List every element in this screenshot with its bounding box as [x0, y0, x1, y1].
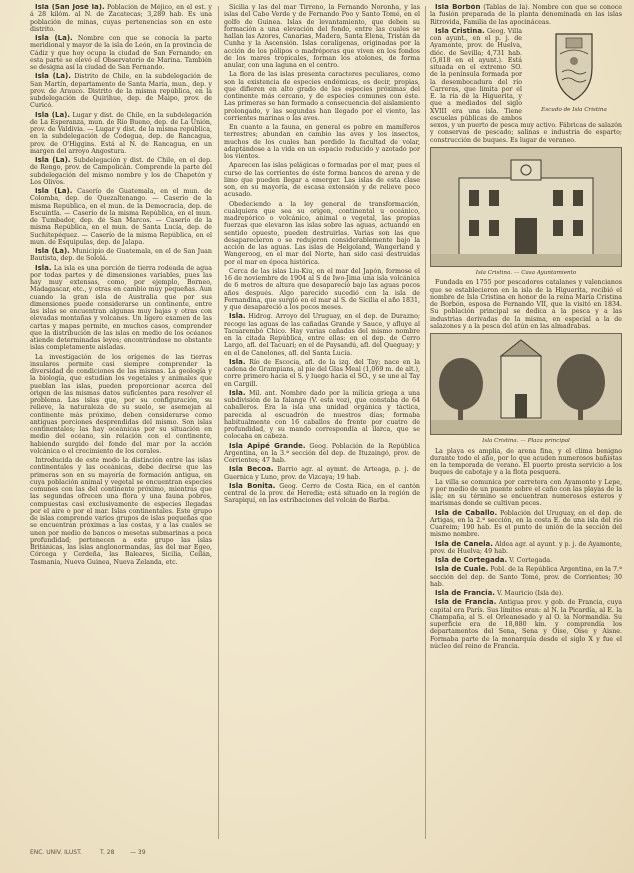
- dictionary-entry: [224, 359, 420, 388]
- dictionary-entry: [30, 35, 212, 71]
- entry-text: Distrito de Chile, en la subdelegación de San Martín, departamento de Santa María, mun., dep. y prov. de Arauco. Distrito de la misma república, en la subdelegación de Quirihue, dep. de Maipo, prov. de Curicó.: [30, 73, 212, 110]
- entry-text: Hidrog. Arroyo del Uruguay, en el dep. de Durazno; recoge las aguas de las cañadas Grande y Sauce, y afluye al Tacuarembó Chico. Hay varias cañadas del mismo nombre en la citada República, entre ellas: en el dep. de Cerro Largo, afl. del Tacuarí; en el de Paysandú, afl. del Queguay; y en el de Canelones, afl. del Santa Lucía.: [224, 313, 420, 357]
- entry-text: Municipio de Guatemala, en el de San Juan Bautista, dep. de Sololá.: [30, 248, 212, 263]
- entry-headword: Isla de Caballo.: [435, 508, 498, 517]
- entry-text: Antigua prov. y gob. de Francia, cuya capital era París. Sus límites eran: al N. la Picardía, al E. la Champaña, al S. el Orleanesado y al O. la Normandía. Su superficie era de 18,880 km. y comprendía los departamentos del Sena, Sena y Oise, Oise y Aisne. Formaba parte de la monarquía desde el siglo X y fue el núcleo del reino de Francia.: [430, 599, 622, 650]
- entry-headword: Isla Cristina.: [435, 26, 485, 35]
- dictionary-entry: [30, 248, 212, 263]
- entry-headword: Isla (San José la).: [35, 4, 105, 11]
- column-middle: [224, 4, 420, 842]
- dictionary-entry: [30, 4, 212, 33]
- dictionary-entry: [430, 566, 622, 588]
- entry-text: (Tablas de la). Nombre con que se conoce la fusión preparada de la planta denominada en las islas Ritrovida, Familia de las apocináceas.: [430, 4, 622, 26]
- entry-text: V. Mauricio (Isla de).: [496, 590, 564, 597]
- entry-text: Lugar y dist. de Chile, en la subdelegación de La Esperanza, mun. de Río Bueno, dep. de La Unión, prov. de Valdivia. — Lugar y dist. de la misma república, en la subdelegación de Codegua, dep. de Rancagua, prov. de O'Higgins. Está al N. de Rancagua, en un margen del arroyo Angostura.: [30, 111, 212, 155]
- entry-text: Población de Méjico, en el est. y á 28 kilóm. al N. de Zacatecas; 3,289 hab. Es una población de minas, cuyas pertenencias son en este distrito.: [30, 4, 212, 33]
- dictionary-entry: [30, 265, 212, 352]
- entry-text: Población del Uruguay, en el dep. de Artigas, en la 2.ª sección, en la costa E. de una isla del río Cuareim; 190 hab. Es el punto de unión de la sección del mismo nombre.: [430, 509, 622, 539]
- dictionary-entry: [30, 73, 212, 109]
- entry-headword: Isla (La).: [35, 187, 73, 195]
- entry-text: La villa se comunica por carretera con Ayamonte y Lepe, y por medio de un puente sobre el caño con las playas de la isla; en su término se encuentran numerosos esteros y marismas donde se cultivan peces.: [430, 478, 622, 508]
- dictionary-entry: [224, 443, 420, 465]
- entry-text: Río de Escocia, afl. de la izq. del Tay; nace en la cadena de Grampians, al pie del Glas Meal (1,069 m. de alt.), corre primero hacia el S. y luego hacia el SO., y se une al Tay en Cargill.: [224, 358, 420, 388]
- dictionary-entry: [224, 201, 420, 266]
- entry-text: Geog. Cerro de Costa Rica, en el cantón central de la prov. de Heredia; está situado en la región de Sarapiquí, en las estribaciones del volcán de Barba.: [224, 482, 420, 505]
- entry-text: Aldea agr. al ayunt. y p. j. de Ayamonte, prov. de Huelva; 49 hab.: [430, 540, 622, 555]
- footer-publication: ENC. UNIV. ILUST.: [30, 849, 82, 856]
- entry-text: En cuanto a la fauna, en general es pobre en mamíferos terrestres; abundan en cambio las aves y los insectos, muchos de los cuales han perdido la facultad de volar, adaptándose a la vida en un espacio reducido y azotado por los vientos.: [224, 124, 420, 160]
- entry-headword: Isla Borbón: [435, 4, 481, 11]
- dictionary-entry: [224, 268, 420, 312]
- entry-text: Subdelegación y dist. de Chile, en el dep. de Rengo, prov. de Campolicán. Comprende la parte del subdelegación del mismo nombre y los de Chapetón y Los Olivos.: [30, 157, 212, 186]
- dictionary-entry: [224, 390, 420, 441]
- entry-text: Nombre con que se conocía la parte meridional y mayor de la isla de León, en la provincia de Cádiz y que hoy ocupa la ciudad de San Fernando; en esta parte se elevó el Observatorio de Marina. También se designa así la ciudad de San Fernando.: [30, 35, 212, 71]
- entry-headword: Isla (La).: [35, 156, 71, 164]
- column-divider: [425, 6, 426, 839]
- entry-text: Fundada en 1755 por pescadores catalanes y valencianos que se establecieron en la isla de la Higuerita, recibió el nombre de Isla Cristina en honor de la reina María Cristina de Borbón, esposa de Fernando VII, que la visitó en 1834. Su población principal se dedica a la pesca y a las industrias derivadas de la misma, en especial a la de salazones y a la pesca del atún en las almadrabas.: [430, 279, 622, 330]
- dictionary-entry: [224, 483, 420, 505]
- entry-headword: Isla.: [229, 388, 246, 397]
- town-hall-engraving: [430, 147, 622, 267]
- entry-text: La flora de las islas presenta caracteres peculiares, como son la existencia de especies endémicas, es decir, propias, que difieren en alto grado de las especies próximas del continente más cercano, y de especies comunes con éste. Las primeras se han formado a consecuencia del aislamiento prolongado, y las segundas han llegado por el viento, las corrientes marinas o las aves.: [224, 71, 420, 122]
- entry-headword: Isla de Canela.: [435, 539, 493, 548]
- entry-headword: Isla.: [229, 357, 246, 366]
- column-right: [430, 4, 622, 842]
- main-square-image: [431, 334, 621, 434]
- entry-text: Pobl. de la República Argentina, en la 7.ª sección del dep. de Santo Tomé, prov. de Corrientes; 30 hab.: [430, 566, 622, 588]
- dictionary-entry: [30, 188, 212, 246]
- dictionary-entry: [430, 4, 622, 26]
- entry-headword: Isla (La).: [35, 247, 70, 255]
- footer-volume: T. 28: [100, 849, 115, 856]
- town-hall-image: [431, 148, 621, 266]
- dictionary-entry: [430, 557, 622, 564]
- dictionary-entry: [224, 313, 420, 357]
- entry-text: Mil. ant. Nombre dado por la milicia griega a una subdivisión de la falange (V. esta voz), que constaba de 64 caballeros. Era la isla una unidad orgánica y táctica, parecida al escuadrón de nuestros días; formaba habitualmente con 16 caballos de frente por cuatro de profundidad, y su mando correspondía al ilarca, que se colocaba en cabeza.: [224, 389, 420, 441]
- entry-headword: Isla.: [35, 263, 52, 272]
- entry-text: V. Cortegada.: [509, 557, 553, 564]
- page-footer: [30, 849, 620, 859]
- dictionary-entry: [430, 279, 622, 330]
- entry-text: Obedeciendo a la ley general de transformación, cualquiera que sea su origen, continental u oceánico, madrepórico o volcánico, animal o vegetal, las propias fuerzas que elevaron las islas sobre las aguas, actuando en sentido opuesto, pueden destruirlas. Varias son las que desaparecieron o se redujeron considerablemente bajo la acción de las aguas. Las islas de Helgoland, Wangerland y Wangeroog, en el mar del Norte, han sido casi destruidas por el mar en época histórica.: [224, 200, 420, 266]
- dictionary-entry: [430, 599, 622, 650]
- footer-signature: — 39: [130, 849, 146, 856]
- dictionary-entry: [430, 541, 622, 556]
- coat-of-arms-figure: [526, 28, 622, 114]
- main-square-engraving: [430, 333, 622, 435]
- entry-headword: Isla de Francia.: [435, 589, 495, 597]
- entry-text: Caserío de Guatemala, en el mun. de Colomba, dep. de Quezaltenango. — Caserío de la misma República, en el mun. de la Democracia, dep. de Escuintla. — Caserío de la misma República, en el mun. de Tumbador, dep. de San Marcos. — Caserío de la misma República, en el mun. de Santa Lucía, dep. de Suchitepéquez. — Caserío de la misma República, en el mun. de Esquipulas, dep. de Jalapa.: [30, 188, 212, 246]
- column-divider: [218, 6, 219, 839]
- dictionary-entry: [30, 457, 212, 566]
- entry-text: Cerca de las islas Liu-Kiu, en el mar del Japón, formose el 16 de noviembre de 1904 al S de Iwo-Jima una isla volcánica de 6 metros de altura que desapareció bajo las aguas pocos años después. Algo parecido sucedió con la isla de Fernandina, que surgió en el mar al S. de Sicilia el año 1831, y que desapareció a los pocos meses.: [224, 267, 420, 311]
- entry-text: Introducida de este modo la distinción entre las islas continentales y las oceánicas, debe decirse que las primeras son en su mayoría de formación antigua, en cuya población animal y vegetal se encuentran especies comunes con las del continente próximo, mientras que las segundas ofrecen una flora y una fauna pobres, compuestas casi exclusivamente de especies llegadas por el aire o por el mar. Islas continentales. Este grupo de islas comprende varios grupos de islas pequeñas que se encuentran próximas a las costas, y a las cuales se unen por medio de bancos o mesetas submarinas a poca profundidad; pertenecen a este grupo las islas Británicas, las islas anglonormandas, las del mar Egeo, Córcega y Cerdeña, las Baleares, Sicilia, Ceilán, Tasmania, Nueva Guinea, Nueva Zelanda, etc.: [30, 457, 212, 566]
- entry-text: Aparecen las islas pelágicas o formadas por el mar, pues el curso de las corrientes de éste forma bancos de arena y de limo que pueden llegar a emerger. Las islas de esta clase son, en su mayoría, de escasa extensión y de relieve poco acusado.: [224, 162, 420, 199]
- dictionary-entry: [224, 162, 420, 198]
- dictionary-entry: [430, 479, 622, 508]
- entry-text: La playa es amplia, de arena fina, y el clima benigno durante todo el año, por lo que acuden numerosos bañistas en la temporada de verano. El puerto presta servicio a los buques de cabotaje y a la flota pesquera.: [430, 447, 622, 477]
- dictionary-entry: [30, 112, 212, 156]
- entry-text: La isla es una porción de tierra rodeada de agua por todas partes y de dimensiones variables, pues las hay muy extensas, como, por ejemplo, Borneo, Madagascar, etc., y otras en cambio muy pequeñas. Aun cuando la gran isla de Australia que por sus dimensiones puede considerarse un continente, entre las islas se encuentran algunas muy bajas y otras con elevadas montañas y volcanes. Un ligero examen de las cartas y mapas permite, en muchos casos, comprender que la distribución de las islas en medio de los océanos atiende determinadas leyes; encontrándose no obstante islas completamente aisladas.: [30, 264, 212, 352]
- column-left: [30, 4, 212, 842]
- entry-headword: Isla Bonita.: [229, 481, 276, 490]
- entry-headword: Isla (La).: [35, 110, 71, 119]
- dictionary-entry: [30, 354, 212, 456]
- entry-text: Geog. Villa con ayunt., en el p. j. de Ayamonte, prov. de Huelva, dióc. de Sevilla; 4,731 hab. (5,818 en el ayunt.). Está situada en el extremo SO. de la península formada por la desembocadura del río Carreras, que limita por el E. la ría de la Higuerita, y que a mediados del siglo XVIII era una isla. Tiene escuelas públicas de ambos sexos, y un puerto de pesca muy activo. Fábricas de salazón y conservas de pescado; salinas e industria de esparto; construcción de buques. Es lugar de veraneo.: [430, 27, 622, 144]
- dictionary-entry: [224, 71, 420, 122]
- coat-of-arms-icon: [526, 28, 622, 104]
- entry-text: Barrio agr. al aymnt. de Arteaga, p. j. de Guernica y Luno, prov. de Vizcaya; 19 hab.: [224, 466, 420, 481]
- entry-text: Sicilia y las del mar Tirreno, la Fernando Noronha, y las islas del Cabo Verde y de Fernando Poo y Santo Tomé, en el golfo de Guinea. Islas de levantamiento, que deben su formación a una elevación del fondo, entre las cuales se hallan las Azores, Canarias, Madera, Santa Elena, Tristán da Cunha y la Ascensión. Islas coralígenas, originadas por la acción de los pólipos o madréporas que viven en los fondos de los mares tropicales, forman los atolones, de forma anular, con una laguna en el centro.: [224, 4, 420, 69]
- entry-headword: Isla (La).: [35, 72, 71, 81]
- entry-headword: Isla (La).: [35, 34, 73, 42]
- dictionary-entry: [430, 510, 622, 539]
- entry-headword: Isla de Cortegada.: [435, 556, 508, 564]
- entry-text: La investigación de los orígenes de las tierras insulares permite casi siempre comprender la diversidad de condiciones de las mismas. La geología y la biología, que estudian los vegetales y animales que pueblan las islas, pueden proporcionar acerca del origen de las mismas datos suficientes para resolver el problema. Las islas que, por su configuración, su relieve, la naturaleza de su suelo, se asemejan al continente más próximo, deben considerarse como antiguas porciones desprendidas del mismo. Son islas continentales; las hay oceánicas por su situación en medio del océano, sin relación con el continente, habiendo surgido del fondo del mar por la acción volcánica o el crecimiento de los corales.: [30, 353, 212, 455]
- dictionary-entry: [30, 157, 212, 186]
- entry-headword: Isla Apipé Grande.: [229, 441, 306, 450]
- figure-caption: Escudo de Isla Cristina: [541, 107, 607, 113]
- dictionary-entry: [224, 124, 420, 160]
- entry-headword: Isla.: [229, 312, 246, 321]
- entry-text: Geog. Población de la República Argentina, en la 3.ª sección del dep. de Ituzaingó, prov. de Corrientes; 47 hab.: [224, 442, 420, 464]
- figure-caption: Isla Cristina. — Plaza principal: [482, 438, 570, 444]
- entry-headword: Isla de Cuale.: [435, 565, 489, 574]
- figure-caption: Isla Cristina. — Casa Ayuntamiento: [475, 269, 577, 276]
- dictionary-entry: [224, 466, 420, 481]
- dictionary-entry: [430, 448, 622, 477]
- dictionary-entry: [430, 590, 622, 597]
- dictionary-entry: [224, 4, 420, 69]
- entry-headword: Isla Becoa.: [229, 465, 274, 474]
- entry-headword: Isla de Francia.: [435, 598, 497, 607]
